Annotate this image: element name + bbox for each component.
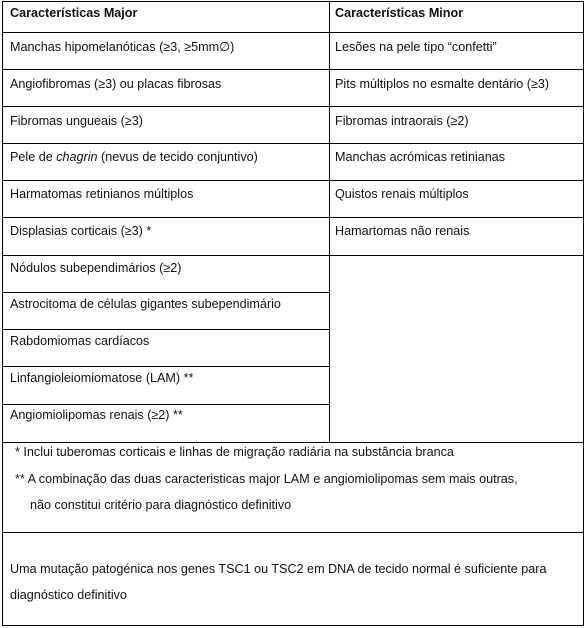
row-divider [3,143,583,144]
major-item: Rabdomiomas cardíacos [10,334,150,348]
conclusion-divider [3,532,583,533]
header-minor: Características Minor [335,6,464,20]
major-item: Fibromas ungueais (≥3) [10,114,143,128]
minor-item: Pits múltiplos no esmalte dentário (≥3) [335,77,550,91]
footnote-2-line-2: não constitui critério para diagnóstico definitivo [30,498,292,512]
major-item: Linfangioleiomiomatose (LAM) ** [10,371,194,385]
major-item: Angiomiolipomas renais (≥2) ** [10,408,183,422]
major-item: Pele de chagrin (nevus de tecido conjuntivo) [10,150,258,164]
major-item: Manchas hipomelanóticas (≥3, ≥5mm∅) [10,40,235,54]
minor-item: Lesões na pele tipo “confetti” [335,40,497,54]
major-item: Displasias corticais (≥3) * [10,224,152,238]
minor-item: Fibromas intraorais (≥2) [335,114,469,128]
row-divider [3,366,329,367]
row-divider [3,69,583,70]
footnote-divider [3,442,583,443]
major-item: Astrocitoma de células gigantes subependimário [10,297,281,311]
row-divider [3,292,329,293]
row-divider [3,106,583,107]
row-divider [3,180,583,181]
conclusion-line-2: diagnóstico definitivo [10,588,127,602]
column-divider [329,2,330,442]
minor-item: Hamartomas não renais [335,224,470,238]
footnote-1: * Inclui tuberomas corticais e linhas de migração radiária na substância branca [15,445,454,459]
footnote-2-line-1: ** A combinação das duas caracteristicas major LAM e angiomiolipomas sem mais outras, [15,472,518,486]
header-divider [3,32,583,33]
minor-item: Manchas acrómicas retinianas [335,150,506,164]
conclusion-line-1: Uma mutação patogénica nos genes TSC1 ou TSC2 em DNA de tecido normal é suficiente para [10,562,547,576]
major-item: Angiofibromas (≥3) ou placas fibrosas [10,77,222,91]
criteria-table [2,1,584,626]
major-item: Nódulos subependimários (≥2) [10,261,182,275]
major-item: Harmatomas retinianos múltiplos [10,187,194,201]
row-divider [3,217,583,218]
italic-term: chagrin [56,150,98,164]
row-divider [3,329,329,330]
row-divider [3,404,329,405]
row-divider [3,255,583,256]
header-major: Características Major [10,6,138,20]
minor-item: Quistos renais múltiplos [335,187,469,201]
